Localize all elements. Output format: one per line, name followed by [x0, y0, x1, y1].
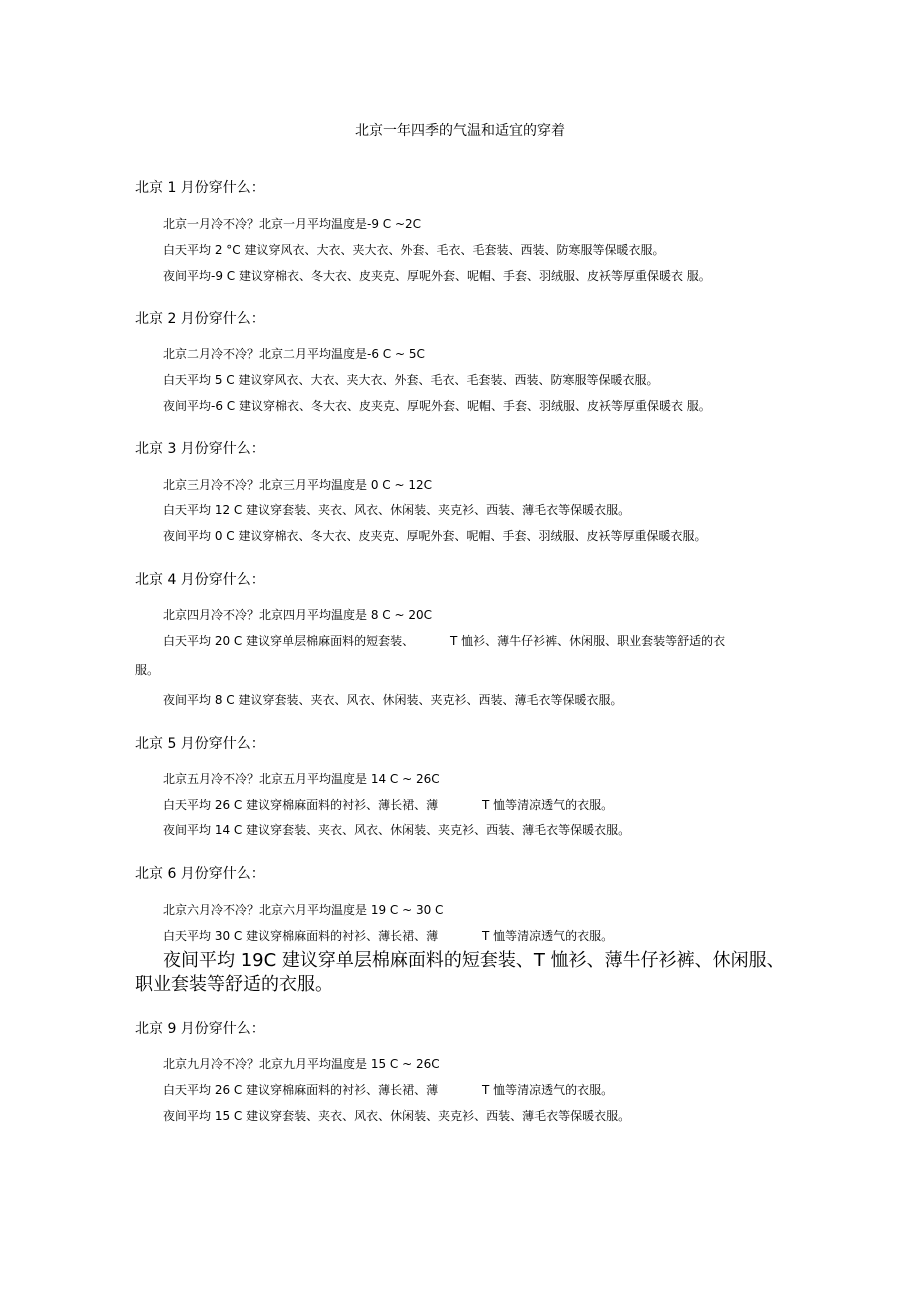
section-heading-apr: 北京 4 月份穿什么：	[135, 572, 265, 588]
section-heading-jan: 北京 1 月份穿什么：	[135, 180, 265, 196]
mar-night-line: 夜间平均 0 C 建议穿棉衣、冬大衣、皮夹克、厚呢外套、呢帽、手套、羽绒服、皮袄等厚重保暖衣服。	[163, 529, 707, 543]
apr-day-line-part2: T 恤衫、薄牛仔衫裤、休闲服、职业套装等舒适的衣	[450, 634, 726, 648]
jun-night-line: 夜间平均 19C 建议穿单层棉麻面料的短套装、T 恤衫、薄牛仔衫裤、休闲服、	[163, 950, 785, 971]
feb-temperature-line: 北京二月冷不冷？北京二月平均温度是-6 C ~ 5C	[163, 347, 425, 361]
page-title: 北京一年四季的气温和适宜的穿着	[355, 123, 565, 139]
jan-night-line: 夜间平均-9 C 建议穿棉衣、冬大衣、皮夹克、厚呢外套、呢帽、手套、羽绒服、皮袄等厚重保暖衣 服。	[163, 269, 711, 283]
mar-day-line: 白天平均 12 C 建议穿套装、夹衣、风衣、休闲装、夹克衫、西装、薄毛衣等保暖衣服。	[163, 503, 631, 517]
mar-temperature-line: 北京三月冷不冷？北京三月平均温度是 0 C ~ 12C	[163, 478, 432, 492]
section-heading-sep: 北京 9 月份穿什么：	[135, 1021, 265, 1037]
sep-day-line-part2: T 恤等清凉透气的衣服。	[482, 1083, 614, 1097]
apr-day-line-cont: 服。	[135, 663, 160, 677]
apr-day-line-part1: 白天平均 20 C 建议穿单层棉麻面料的短套装、	[163, 634, 415, 648]
may-night-line: 夜间平均 14 C 建议穿套装、夹衣、风衣、休闲装、夹克衫、西装、薄毛衣等保暖衣服。	[163, 823, 631, 837]
sep-temperature-line: 北京九月冷不冷？北京九月平均温度是 15 C ~ 26C	[163, 1057, 440, 1071]
apr-night-line: 夜间平均 8 C 建议穿套装、夹衣、风衣、休闲装、夹克衫、西装、薄毛衣等保暖衣服。	[163, 693, 623, 707]
apr-temperature-line: 北京四月冷不冷？北京四月平均温度是 8 C ~ 20C	[163, 608, 432, 622]
may-day-line-part1: 白天平均 26 C 建议穿棉麻面料的衬衫、薄长裙、薄	[163, 798, 439, 812]
jun-day-line-part2: T 恤等清凉透气的衣服。	[482, 929, 614, 943]
section-heading-jun: 北京 6 月份穿什么：	[135, 866, 265, 882]
section-heading-mar: 北京 3 月份穿什么：	[135, 441, 265, 457]
sep-day-line-part1: 白天平均 26 C 建议穿棉麻面料的衬衫、薄长裙、薄	[163, 1083, 439, 1097]
jan-day-line: 白天平均 2 °C 建议穿风衣、大衣、夹大衣、外套、毛衣、毛套装、西装、防寒服等保暖衣服。	[163, 243, 665, 257]
may-temperature-line: 北京五月冷不冷？北京五月平均温度是 14 C ~ 26C	[163, 772, 440, 786]
may-day-line-part2: T 恤等清凉透气的衣服。	[482, 798, 614, 812]
feb-day-line: 白天平均 5 C 建议穿风衣、大衣、夹大衣、外套、毛衣、毛套装、西装、防寒服等保暖衣服。	[163, 373, 659, 387]
jun-night-line-cont: 职业套装等舒适的衣服。	[135, 974, 333, 995]
sep-night-line: 夜间平均 15 C 建议穿套装、夹衣、风衣、休闲装、夹克衫、西装、薄毛衣等保暖衣服。	[163, 1109, 631, 1123]
feb-night-line: 夜间平均-6 C 建议穿棉衣、冬大衣、皮夹克、厚呢外套、呢帽、手套、羽绒服、皮袄等厚重保暖衣 服。	[163, 399, 711, 413]
jan-temperature-line: 北京一月冷不冷？北京一月平均温度是-9 C ~2C	[163, 217, 422, 231]
section-heading-may: 北京 5 月份穿什么：	[135, 736, 265, 752]
jun-day-line-part1: 白天平均 30 C 建议穿棉麻面料的衬衫、薄长裙、薄	[163, 929, 439, 943]
section-heading-feb: 北京 2 月份穿什么：	[135, 311, 265, 327]
jun-temperature-line: 北京六月冷不冷？北京六月平均温度是 19 C ~ 30 C	[163, 903, 444, 917]
